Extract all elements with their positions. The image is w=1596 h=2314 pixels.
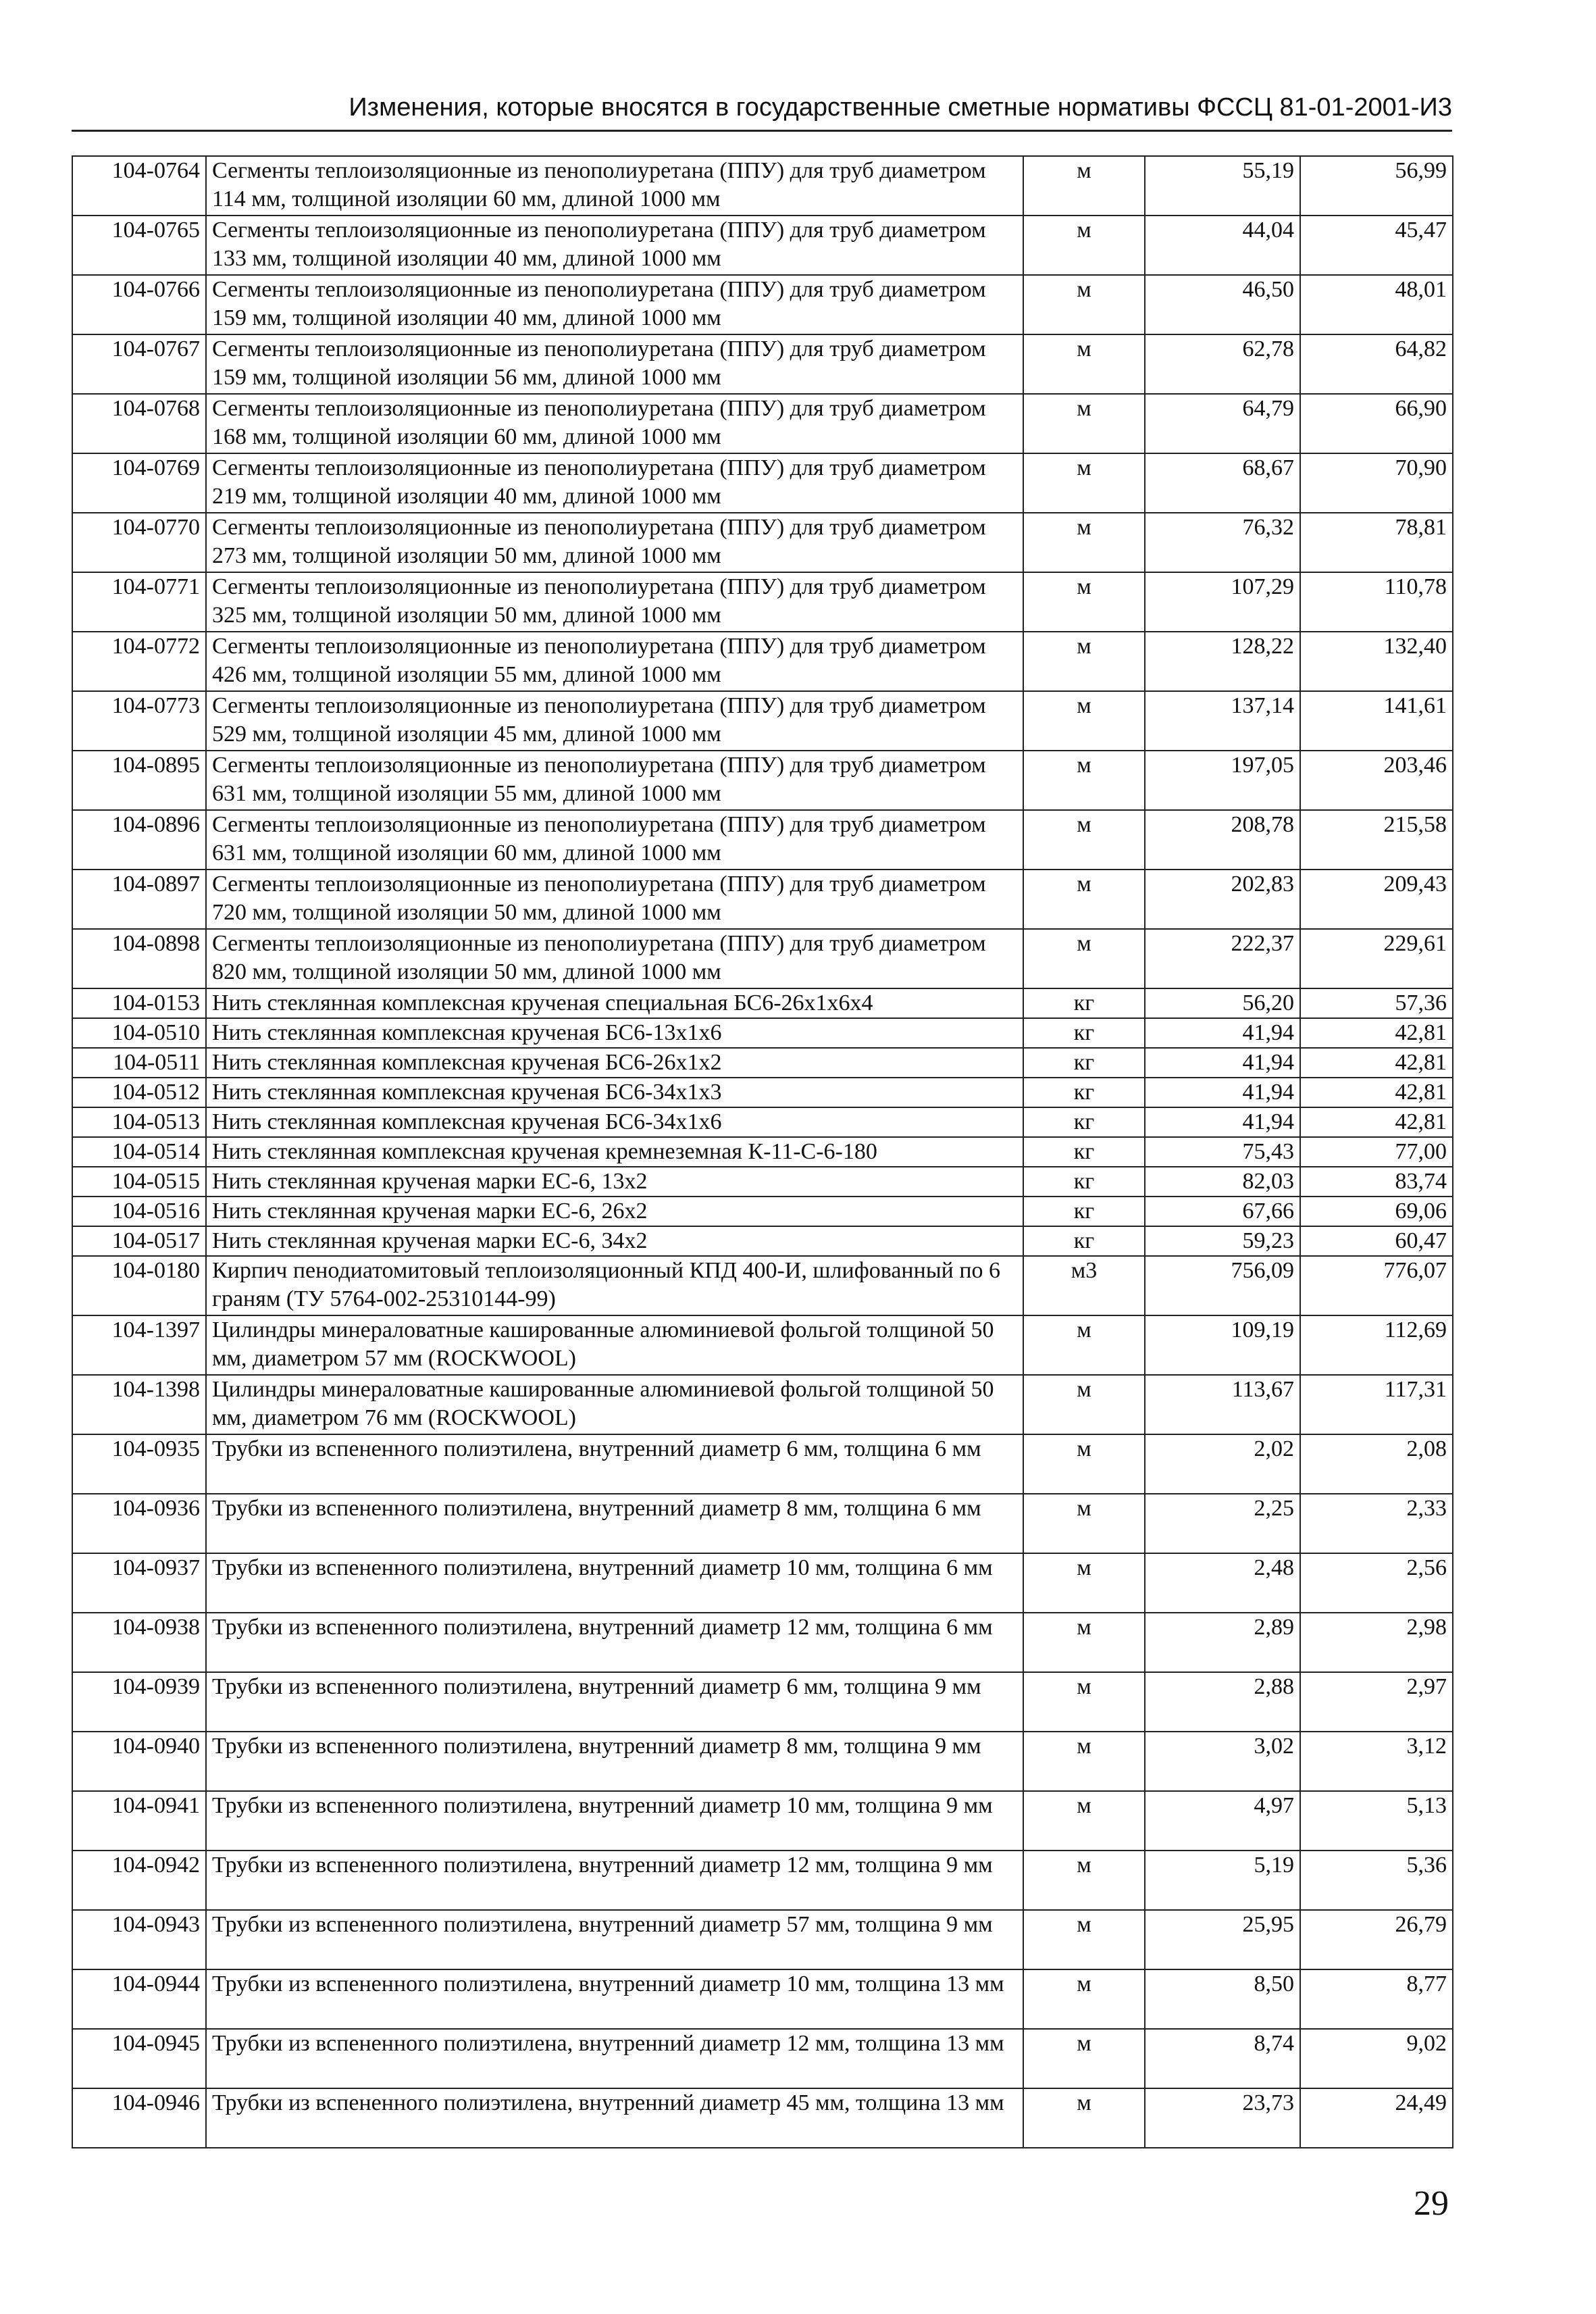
- price-2-cell: 42,81: [1300, 1018, 1453, 1048]
- price-1-cell: 41,94: [1145, 1048, 1300, 1078]
- price-2-cell: 229,61: [1300, 929, 1453, 988]
- name-cell: Кирпич пенодиатомитовый теплоизоляционный КПД 400-И, шлифованный по 6 граням (ТУ 5764-002-25310144-99): [206, 1256, 1023, 1315]
- price-2-cell: 132,40: [1300, 632, 1453, 691]
- table-row: [72, 1107, 1453, 1137]
- unit-cell: м: [1023, 275, 1145, 334]
- unit-cell: м: [1023, 1732, 1145, 1791]
- name-cell: Сегменты теплоизоляционные из пенополиуретана (ППУ) для труб диаметром 114 мм, толщиной изоляции 60 мм, длиной 1000 мм: [206, 156, 1023, 216]
- table-row: [72, 1434, 1453, 1494]
- name-cell: Сегменты теплоизоляционные из пенополиуретана (ППУ) для труб диаметром 159 мм, толщиной изоляции 40 мм, длиной 1000 мм: [206, 275, 1023, 334]
- code-cell: 104-0936: [72, 1494, 206, 1553]
- unit-cell: м: [1023, 453, 1145, 513]
- unit-cell: м: [1023, 1851, 1145, 1910]
- unit-cell: м: [1023, 1375, 1145, 1434]
- price-2-cell: 77,00: [1300, 1137, 1453, 1167]
- name-cell: Трубки из вспененного полиэтилена, внутренний диаметр 6 мм, толщина 9 мм: [206, 1672, 1023, 1732]
- code-cell: 104-0935: [72, 1434, 206, 1494]
- price-1-cell: 64,79: [1145, 394, 1300, 453]
- table-row: [72, 513, 1453, 572]
- table-row: [72, 1791, 1453, 1851]
- name-cell: Цилиндры минераловатные кашированные алюминиевой фольгой толщиной 50 мм, диаметром 57 мм (ROCKWOOL): [206, 1315, 1023, 1375]
- name-cell: Нить стеклянная комплексная крученая БС6-26х1х2: [206, 1048, 1023, 1078]
- name-cell: Сегменты теплоизоляционные из пенополиуретана (ППУ) для труб диаметром 273 мм, толщиной изоляции 50 мм, длиной 1000 мм: [206, 513, 1023, 572]
- table-row: [72, 1315, 1453, 1375]
- unit-cell: м: [1023, 870, 1145, 929]
- unit-cell: м: [1023, 2029, 1145, 2088]
- price-1-cell: 756,09: [1145, 1256, 1300, 1315]
- code-cell: 104-0772: [72, 632, 206, 691]
- code-cell: 104-0944: [72, 1969, 206, 2029]
- price-2-cell: 42,81: [1300, 1107, 1453, 1137]
- table-row: [72, 1613, 1453, 1672]
- price-1-cell: 55,19: [1145, 156, 1300, 216]
- price-1-cell: 202,83: [1145, 870, 1300, 929]
- table-row: [72, 1018, 1453, 1048]
- unit-cell: кг: [1023, 1107, 1145, 1137]
- price-1-cell: 41,94: [1145, 1018, 1300, 1048]
- price-2-cell: 42,81: [1300, 1078, 1453, 1107]
- name-cell: Нить стеклянная комплексная крученая специальная БС6-26х1х6х4: [206, 988, 1023, 1018]
- price-2-cell: 56,99: [1300, 156, 1453, 216]
- unit-cell: м: [1023, 1672, 1145, 1732]
- name-cell: Нить стеклянная комплексная крученая БС6-13х1х6: [206, 1018, 1023, 1048]
- code-cell: 104-0939: [72, 1672, 206, 1732]
- table-row: [72, 1851, 1453, 1910]
- price-1-cell: 2,89: [1145, 1613, 1300, 1672]
- price-1-cell: 222,37: [1145, 929, 1300, 988]
- unit-cell: кг: [1023, 1048, 1145, 1078]
- price-1-cell: 8,74: [1145, 2029, 1300, 2088]
- name-cell: Трубки из вспененного полиэтилена, внутренний диаметр 10 мм, толщина 13 мм: [206, 1969, 1023, 2029]
- name-cell: Сегменты теплоизоляционные из пенополиуретана (ППУ) для труб диаметром 631 мм, толщиной изоляции 55 мм, длиной 1000 мм: [206, 751, 1023, 810]
- unit-cell: м: [1023, 1613, 1145, 1672]
- name-cell: Цилиндры минераловатные кашированные алюминиевой фольгой толщиной 50 мм, диаметром 76 мм (ROCKWOOL): [206, 1375, 1023, 1434]
- price-2-cell: 203,46: [1300, 751, 1453, 810]
- code-cell: 104-0898: [72, 929, 206, 988]
- table-row: [72, 1969, 1453, 2029]
- code-cell: 104-0514: [72, 1137, 206, 1167]
- code-cell: 104-0153: [72, 988, 206, 1018]
- table-row: [72, 1553, 1453, 1613]
- name-cell: Сегменты теплоизоляционные из пенополиуретана (ППУ) для труб диаметром 219 мм, толщиной изоляции 40 мм, длиной 1000 мм: [206, 453, 1023, 513]
- unit-cell: м: [1023, 394, 1145, 453]
- code-cell: 104-0946: [72, 2088, 206, 2148]
- unit-cell: м3: [1023, 1256, 1145, 1315]
- name-cell: Сегменты теплоизоляционные из пенополиуретана (ППУ) для труб диаметром 325 мм, толщиной изоляции 50 мм, длиной 1000 мм: [206, 572, 1023, 632]
- code-cell: 104-0517: [72, 1226, 206, 1256]
- price-1-cell: 68,67: [1145, 453, 1300, 513]
- code-cell: 104-0770: [72, 513, 206, 572]
- price-2-cell: 45,47: [1300, 216, 1453, 275]
- name-cell: Трубки из вспененного полиэтилена, внутренний диаметр 12 мм, толщина 6 мм: [206, 1613, 1023, 1672]
- code-cell: 104-0937: [72, 1553, 206, 1613]
- name-cell: Сегменты теплоизоляционные из пенополиуретана (ППУ) для труб диаметром 720 мм, толщиной изоляции 50 мм, длиной 1000 мм: [206, 870, 1023, 929]
- price-2-cell: 2,33: [1300, 1494, 1453, 1553]
- price-1-cell: 56,20: [1145, 988, 1300, 1018]
- table-row: [72, 929, 1453, 988]
- table-row: [72, 988, 1453, 1018]
- name-cell: Трубки из вспененного полиэтилена, внутренний диаметр 10 мм, толщина 9 мм: [206, 1791, 1023, 1851]
- price-2-cell: 2,08: [1300, 1434, 1453, 1494]
- name-cell: Сегменты теплоизоляционные из пенополиуретана (ППУ) для труб диаметром 133 мм, толщиной изоляции 40 мм, длиной 1000 мм: [206, 216, 1023, 275]
- code-cell: 104-0512: [72, 1078, 206, 1107]
- price-1-cell: 3,02: [1145, 1732, 1300, 1791]
- code-cell: 104-0768: [72, 394, 206, 453]
- price-2-cell: 141,61: [1300, 691, 1453, 751]
- unit-cell: м: [1023, 691, 1145, 751]
- table-row: [72, 572, 1453, 632]
- price-1-cell: 5,19: [1145, 1851, 1300, 1910]
- price-2-cell: 215,58: [1300, 810, 1453, 870]
- price-2-cell: 57,36: [1300, 988, 1453, 1018]
- name-cell: Нить стеклянная комплексная крученая кремнеземная К-11-С-6-180: [206, 1137, 1023, 1167]
- unit-cell: м: [1023, 632, 1145, 691]
- price-1-cell: 62,78: [1145, 334, 1300, 394]
- price-1-cell: 2,02: [1145, 1434, 1300, 1494]
- code-cell: 104-0943: [72, 1910, 206, 1969]
- table-row: [72, 691, 1453, 751]
- price-1-cell: 8,50: [1145, 1969, 1300, 2029]
- price-1-cell: 59,23: [1145, 1226, 1300, 1256]
- name-cell: Сегменты теплоизоляционные из пенополиуретана (ППУ) для труб диаметром 820 мм, толщиной изоляции 50 мм, длиной 1000 мм: [206, 929, 1023, 988]
- unit-cell: м: [1023, 929, 1145, 988]
- name-cell: Трубки из вспененного полиэтилена, внутренний диаметр 45 мм, толщина 13 мм: [206, 2088, 1023, 2148]
- code-cell: 104-0945: [72, 2029, 206, 2088]
- code-cell: 104-1397: [72, 1315, 206, 1375]
- table-row: [72, 1197, 1453, 1226]
- code-cell: 104-0511: [72, 1048, 206, 1078]
- code-cell: 104-0510: [72, 1018, 206, 1048]
- unit-cell: кг: [1023, 1197, 1145, 1226]
- unit-cell: м: [1023, 751, 1145, 810]
- table-row: [72, 1137, 1453, 1167]
- price-1-cell: 208,78: [1145, 810, 1300, 870]
- price-1-cell: 44,04: [1145, 216, 1300, 275]
- table-row: [72, 1494, 1453, 1553]
- price-1-cell: 2,88: [1145, 1672, 1300, 1732]
- price-2-cell: 209,43: [1300, 870, 1453, 929]
- code-cell: 104-0765: [72, 216, 206, 275]
- price-2-cell: 42,81: [1300, 1048, 1453, 1078]
- name-cell: Нить стеклянная комплексная крученая БС6-34х1х6: [206, 1107, 1023, 1137]
- price-2-cell: 5,36: [1300, 1851, 1453, 1910]
- price-1-cell: 113,67: [1145, 1375, 1300, 1434]
- code-cell: 104-0895: [72, 751, 206, 810]
- price-1-cell: 23,73: [1145, 2088, 1300, 2148]
- price-table-body: [72, 156, 1453, 2148]
- name-cell: Сегменты теплоизоляционные из пенополиуретана (ППУ) для труб диаметром 159 мм, толщиной изоляции 56 мм, длиной 1000 мм: [206, 334, 1023, 394]
- price-2-cell: 776,07: [1300, 1256, 1453, 1315]
- name-cell: Нить стеклянная крученая марки ЕС-6, 13х2: [206, 1167, 1023, 1197]
- code-cell: 104-0771: [72, 572, 206, 632]
- price-2-cell: 69,06: [1300, 1197, 1453, 1226]
- price-1-cell: 46,50: [1145, 275, 1300, 334]
- unit-cell: м: [1023, 334, 1145, 394]
- table-row: [72, 1226, 1453, 1256]
- name-cell: Трубки из вспененного полиэтилена, внутренний диаметр 8 мм, толщина 9 мм: [206, 1732, 1023, 1791]
- price-2-cell: 83,74: [1300, 1167, 1453, 1197]
- code-cell: 104-0764: [72, 156, 206, 216]
- page-header: [72, 89, 1452, 132]
- code-cell: 104-0516: [72, 1197, 206, 1226]
- table-row: [72, 751, 1453, 810]
- name-cell: Трубки из вспененного полиэтилена, внутренний диаметр 8 мм, толщина 6 мм: [206, 1494, 1023, 1553]
- table-row: [72, 156, 1453, 216]
- unit-cell: кг: [1023, 988, 1145, 1018]
- name-cell: Сегменты теплоизоляционные из пенополиуретана (ППУ) для труб диаметром 529 мм, толщиной изоляции 45 мм, длиной 1000 мм: [206, 691, 1023, 751]
- code-cell: 104-0773: [72, 691, 206, 751]
- price-1-cell: 4,97: [1145, 1791, 1300, 1851]
- code-cell: 104-1398: [72, 1375, 206, 1434]
- price-2-cell: 24,49: [1300, 2088, 1453, 2148]
- price-2-cell: 3,12: [1300, 1732, 1453, 1791]
- price-2-cell: 8,77: [1300, 1969, 1453, 2029]
- price-2-cell: 2,98: [1300, 1613, 1453, 1672]
- price-2-cell: 117,31: [1300, 1375, 1453, 1434]
- table-row: [72, 1910, 1453, 1969]
- price-2-cell: 64,82: [1300, 334, 1453, 394]
- name-cell: Сегменты теплоизоляционные из пенополиуретана (ППУ) для труб диаметром 168 мм, толщиной изоляции 60 мм, длиной 1000 мм: [206, 394, 1023, 453]
- page-number: 29: [1414, 2184, 1449, 2223]
- price-1-cell: 25,95: [1145, 1910, 1300, 1969]
- unit-cell: кг: [1023, 1226, 1145, 1256]
- name-cell: Сегменты теплоизоляционные из пенополиуретана (ППУ) для труб диаметром 426 мм, толщиной изоляции 55 мм, длиной 1000 мм: [206, 632, 1023, 691]
- table-row: [72, 1732, 1453, 1791]
- price-1-cell: 67,66: [1145, 1197, 1300, 1226]
- code-cell: 104-0941: [72, 1791, 206, 1851]
- price-1-cell: 82,03: [1145, 1167, 1300, 1197]
- unit-cell: м: [1023, 1553, 1145, 1613]
- unit-cell: м: [1023, 1315, 1145, 1375]
- price-1-cell: 197,05: [1145, 751, 1300, 810]
- code-cell: 104-0769: [72, 453, 206, 513]
- table-row: [72, 2088, 1453, 2148]
- name-cell: Трубки из вспененного полиэтилена, внутренний диаметр 12 мм, толщина 13 мм: [206, 2029, 1023, 2088]
- table-row: [72, 632, 1453, 691]
- unit-cell: кг: [1023, 1078, 1145, 1107]
- price-2-cell: 9,02: [1300, 2029, 1453, 2088]
- price-2-cell: 70,90: [1300, 453, 1453, 513]
- unit-cell: м: [1023, 1910, 1145, 1969]
- table-row: [72, 1672, 1453, 1732]
- header-title: Изменения, которые вносятся в государственные сметные нормативы ФССЦ 81-01-2001-И3: [349, 93, 1452, 122]
- table-row: [72, 810, 1453, 870]
- code-cell: 104-0767: [72, 334, 206, 394]
- price-1-cell: 76,32: [1145, 513, 1300, 572]
- name-cell: Трубки из вспененного полиэтилена, внутренний диаметр 10 мм, толщина 6 мм: [206, 1553, 1023, 1613]
- code-cell: 104-0180: [72, 1256, 206, 1315]
- table-row: [72, 1167, 1453, 1197]
- unit-cell: м: [1023, 156, 1145, 216]
- unit-cell: м: [1023, 572, 1145, 632]
- name-cell: Трубки из вспененного полиэтилена, внутренний диаметр 6 мм, толщина 6 мм: [206, 1434, 1023, 1494]
- table-row: [72, 1048, 1453, 1078]
- price-1-cell: 109,19: [1145, 1315, 1300, 1375]
- table-row: [72, 2029, 1453, 2088]
- price-1-cell: 128,22: [1145, 632, 1300, 691]
- price-2-cell: 110,78: [1300, 572, 1453, 632]
- code-cell: 104-0940: [72, 1732, 206, 1791]
- price-1-cell: 137,14: [1145, 691, 1300, 751]
- price-2-cell: 26,79: [1300, 1910, 1453, 1969]
- price-1-cell: 2,25: [1145, 1494, 1300, 1553]
- price-table: [72, 155, 1453, 2148]
- price-2-cell: 2,97: [1300, 1672, 1453, 1732]
- table-row: [72, 394, 1453, 453]
- unit-cell: м: [1023, 216, 1145, 275]
- table-row: [72, 1078, 1453, 1107]
- unit-cell: м: [1023, 1494, 1145, 1553]
- name-cell: Нить стеклянная крученая марки ЕС-6, 34х2: [206, 1226, 1023, 1256]
- unit-cell: м: [1023, 513, 1145, 572]
- table-row: [72, 870, 1453, 929]
- price-1-cell: 41,94: [1145, 1078, 1300, 1107]
- code-cell: 104-0938: [72, 1613, 206, 1672]
- table-row: [72, 453, 1453, 513]
- price-2-cell: 2,56: [1300, 1553, 1453, 1613]
- unit-cell: м: [1023, 1969, 1145, 2029]
- price-2-cell: 112,69: [1300, 1315, 1453, 1375]
- name-cell: Нить стеклянная крученая марки ЕС-6, 26х2: [206, 1197, 1023, 1226]
- table-row: [72, 1375, 1453, 1434]
- table-row: [72, 216, 1453, 275]
- unit-cell: м: [1023, 2088, 1145, 2148]
- unit-cell: кг: [1023, 1137, 1145, 1167]
- name-cell: Трубки из вспененного полиэтилена, внутренний диаметр 12 мм, толщина 9 мм: [206, 1851, 1023, 1910]
- code-cell: 104-0515: [72, 1167, 206, 1197]
- price-2-cell: 66,90: [1300, 394, 1453, 453]
- name-cell: Трубки из вспененного полиэтилена, внутренний диаметр 57 мм, толщина 9 мм: [206, 1910, 1023, 1969]
- name-cell: Нить стеклянная комплексная крученая БС6-34х1х3: [206, 1078, 1023, 1107]
- price-1-cell: 2,48: [1145, 1553, 1300, 1613]
- table-row: [72, 275, 1453, 334]
- code-cell: 104-0896: [72, 810, 206, 870]
- unit-cell: кг: [1023, 1018, 1145, 1048]
- unit-cell: м: [1023, 1434, 1145, 1494]
- code-cell: 104-0897: [72, 870, 206, 929]
- unit-cell: кг: [1023, 1167, 1145, 1197]
- price-2-cell: 5,13: [1300, 1791, 1453, 1851]
- price-2-cell: 48,01: [1300, 275, 1453, 334]
- table-row: [72, 334, 1453, 394]
- name-cell: Сегменты теплоизоляционные из пенополиуретана (ППУ) для труб диаметром 631 мм, толщиной изоляции 60 мм, длиной 1000 мм: [206, 810, 1023, 870]
- price-1-cell: 107,29: [1145, 572, 1300, 632]
- price-2-cell: 78,81: [1300, 513, 1453, 572]
- code-cell: 104-0513: [72, 1107, 206, 1137]
- price-1-cell: 75,43: [1145, 1137, 1300, 1167]
- price-2-cell: 60,47: [1300, 1226, 1453, 1256]
- code-cell: 104-0766: [72, 275, 206, 334]
- code-cell: 104-0942: [72, 1851, 206, 1910]
- unit-cell: м: [1023, 1791, 1145, 1851]
- price-1-cell: 41,94: [1145, 1107, 1300, 1137]
- unit-cell: м: [1023, 810, 1145, 870]
- table-row: [72, 1256, 1453, 1315]
